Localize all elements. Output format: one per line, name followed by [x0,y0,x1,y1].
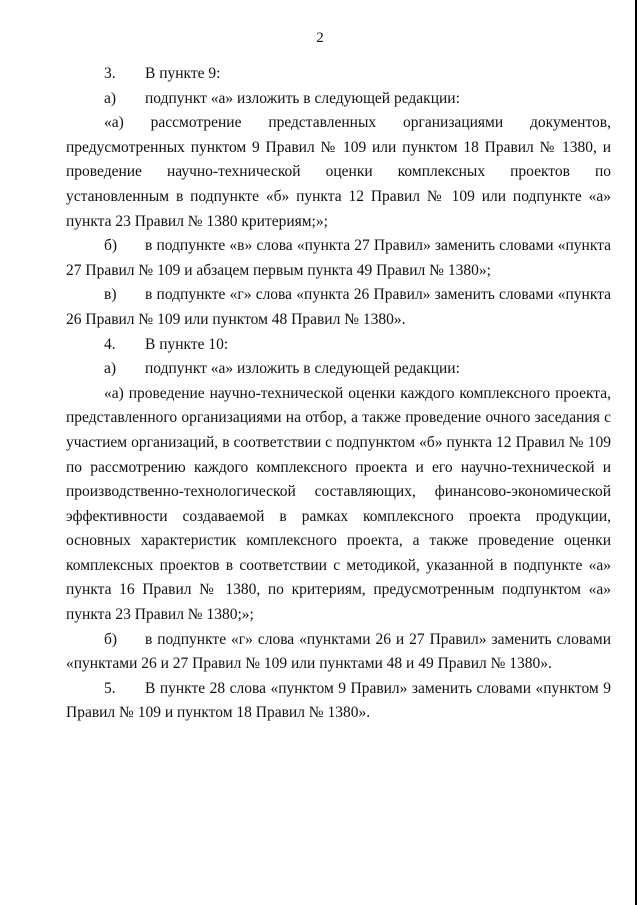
paragraph-4 [66,333,611,358]
paragraph-4b [66,628,611,677]
paragraph-text: «а) рассмотрение представленных организациями документов, предусмотренных пунктом 9 Правил № 109 или пунктом 18 Правил № 1380, и проведение научно-технической оценки комплексных проектов по установленным в подпункте «б» пункта 12 Правил № 109 или подпункте «а» пункта 23 Правил № 1380 критериям;»; [66,114,611,230]
item-marker: а) [104,360,117,378]
item-marker: а) [104,89,117,107]
paragraph-text: в подпункте «в» слова «пункта 27 Правил» заменить словами «пункта 27 Правил № 109 и абзацем первым пункта 49 Правил № 1380»; [66,237,611,279]
scan-edge-line [635,0,637,905]
paragraph-text: в подпункте «г» слова «пунктами 26 и 27 Правил» заменить словами «пунктами 26 и 27 Правил № 109 или пунктами 48 и 49 Правил № 1380». [66,630,611,673]
item-marker: в) [104,286,117,304]
paragraph-3 [66,62,611,87]
paragraph-4a [66,357,611,382]
paragraph-5 [66,677,611,726]
paragraph-text: В пункте 9: [145,65,221,82]
paragraph-3a [66,87,611,112]
paragraph-text: В пункте 28 слова «пунктом 9 Правил» заменить словами «пунктом 9 Правил № 109 и пунктом 18 Правил № 1380». [66,679,611,722]
item-marker: б) [104,237,118,255]
item-marker: 3. [104,65,116,82]
paragraph-3b [66,234,611,283]
document-body [66,62,611,726]
paragraph-text: подпункт «а» изложить в следующей редакции: [145,360,460,378]
paragraph-4a-text [66,382,611,628]
item-marker: б) [104,630,118,648]
item-marker: 5. [104,679,116,697]
paragraph-3a-text [66,111,611,234]
paragraph-3v [66,283,611,332]
page-number: 2 [316,30,324,46]
paragraph-text: В пункте 10: [145,335,229,353]
paragraph-text: «а) проведение научно-технической оценки каждого комплексного проекта, представленного организациями на отбор, а также проведение очного заседания с участием организаций, в соответствии с подпунктом «б» пункта 12 Правил № 109 по рассмотрению каждого комплексного проекта и его научно-технической и производственно-технологической составляющих, финансово-экономической эффективности создаваемой в рамках комплексного проекта продукции, основных характеристик комплексного проекта, а также проведение оценки комплексных проектов в соответствии с методикой, указанной в подпункте «а» пункта 16 Правил № 1380, по критериям, предусмотренным подпунктом «а» пункта 23 Правил № 1380;»; [66,384,611,624]
paragraph-text: в подпункте «г» слова «пункта 26 Правил» заменить словами «пункта 26 Правил № 109 или пунктом 48 Правил № 1380». [66,286,611,328]
item-marker: 4. [104,335,116,353]
paragraph-text: подпункт «а» изложить в следующей редакции: [145,89,460,107]
